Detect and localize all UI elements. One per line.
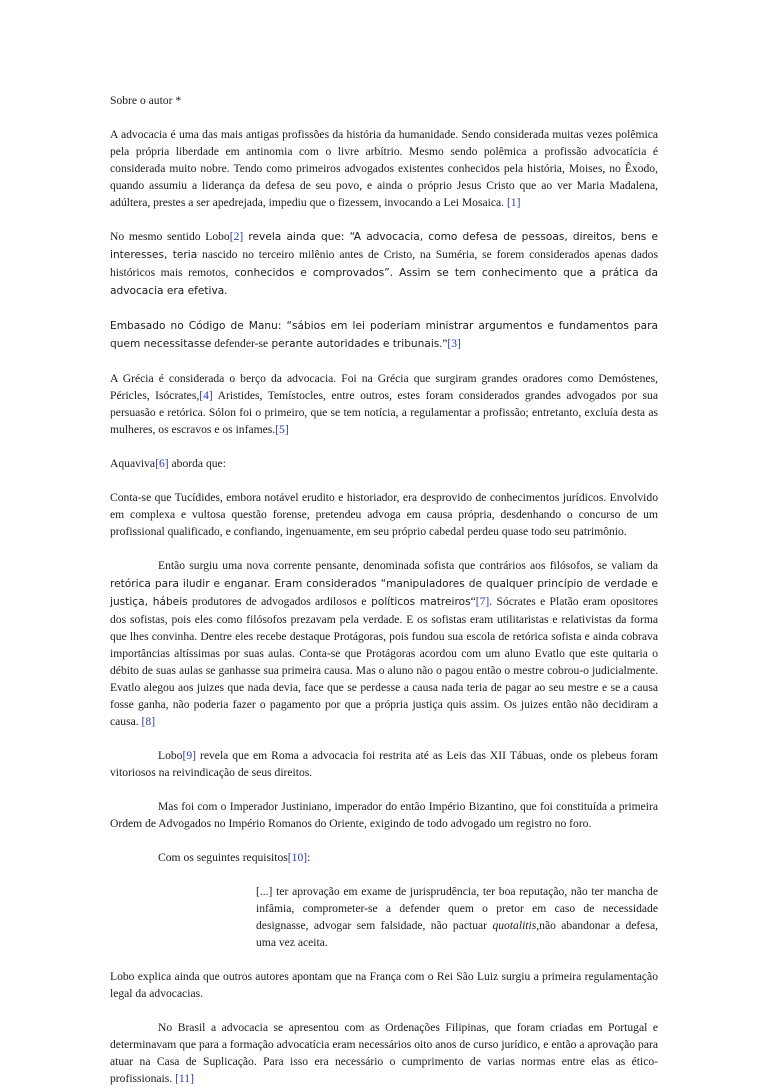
paragraph-manu [110,317,658,353]
quote-text: [...] ter aprovação em exame de jurisprudência, ter boa reputação, não ter mancha de infâmia, comprometer-se a defender quem o pretor em caso de necessidade designasse, advogar sem falsidade, não pactuar [256,885,658,932]
footnote-link-1[interactable]: [1] [506,196,521,209]
paragraph-text: Aquaviva [110,457,156,470]
paragraph-lobo [110,228,658,300]
paragraph-text: “ [470,595,476,608]
quote-text: conhecidos e comprovados”. Assim se tem conhecimento que a prática da advocacia era efetiva [110,267,658,297]
quote-text: ,não abandonar a defesa, uma vez aceita. [256,919,658,949]
section-title: Sobre o autor * [110,94,182,107]
paragraph-text: Lobo [158,749,183,762]
footnote-link-6[interactable]: [6] [155,457,169,470]
paragraph-text: Então surgiu uma nova corrente pensante, denominada sofista que contrários aos filósofos, se valiam da [158,559,658,572]
paragraph-tucidides: Conta-se que Tucídides, embora notável erudito e historiador, era desprovido de conhecimentos jurídicos. Envolvido em complexa e vultosa questão forense, pretendeu advoga em causa própria, desdenhando o concurso de um profissional qualificado, e confiando, ingenuamente, em seu próprio cabedal perdeu quase todo seu patrimônio. [110,491,658,538]
paragraph-aquaviva [110,455,658,472]
footnote-link-5[interactable]: [5] [275,423,289,436]
paragraph-text: : [307,851,311,864]
paragraph-franca: Lobo explica ainda que outros autores apontam que na França com o Rei São Luiz surgiu a primeira regulamentação legal da advocacias. [110,970,658,1000]
paragraph-intro [110,126,658,211]
paragraph-grecia [110,370,658,438]
quote-text: revela ainda que: “A advocacia, como defesa de pessoas, direitos, bens e interesses, teria [110,231,658,261]
quote-emphasis: quotalitis [492,919,537,932]
paragraph-justiniano: Mas foi com o Imperador Justiniano, imperador do então Império Bizantino, que foi constituída a primeira Ordem de Advogados no Império Romanos do Oriente, exigindo de todo advogado um registro no foro. [110,800,658,830]
footnote-link-3[interactable]: [3] [447,337,461,350]
footnote-link-11[interactable]: [11] [175,1072,194,1085]
paragraph-text: .” [439,337,448,350]
paragraph-roma [110,747,658,781]
document-body [110,92,658,1087]
paragraph-brasil [110,1019,658,1087]
paragraph-sofistas [110,557,658,730]
footnote-link-9[interactable]: [9] [182,749,197,762]
paragraph-requisitos [110,849,658,866]
paragraph-text: . [224,284,228,297]
paragraph-text: A Grécia é considerada o berço da advocacia. Foi na Grécia que surgiram grandes oradores como Demóstenes, Péricles, Isócrates, [110,372,658,402]
paragraph-text: revela que em Roma a advocacia foi restrita até as Leis das XII Tábuas, onde os plebeus foram vitoriosos na reivindicação de seus direitos. [110,749,658,779]
paragraph-text: Aristides, Temístocles, entre outros, estes foram considerados grandes advogados por sua persuasão e retórica. Sólon foi o primeiro, que se tem notícia, a regulamentar a profissão; entretanto, excluía desta as mulheres, os escravos e os infames. [110,389,658,436]
paragraph-text: nascido no terceiro milênio antes de Cristo, na Suméria, se forem considerados apenas dados históricos mais remotos, [110,248,658,279]
footnote-link-7[interactable]: [7] [475,595,490,608]
quote-text: políticos matreiros [366,596,471,608]
paragraph-text: No mesmo sentido Lobo [110,230,230,243]
footnote-link-10[interactable]: [10] [287,851,308,864]
block-quote [256,883,658,951]
footnote-link-4[interactable]: [4] [199,389,213,402]
paragraph-text: defender-se [211,337,269,350]
paragraph-text: No Brasil a advocacia se apresentou com as Ordenações Filipinas, que foram criadas em Portugal e determinavam que para a formação advocatícia eram necessários oito anos de curso jurídico, e então a aprovação para atuar na Casa de Suplicação. Para isso era necessário o cumprimento de varias normas entre elas as ético-profissionais. [110,1021,658,1085]
paragraph-text: Com os seguintes requisitos [158,851,288,864]
quote-text: retórica para iludir e enganar. Eram considerados “manipuladores de qualquer princípio de verdade e justiça, hábeis [110,578,658,608]
quote-text: Embasado no Código de Manu: “sábios em lei poderiam ministrar argumentos e fundamentos para quem necessitasse [110,320,658,350]
footnote-link-2[interactable]: [2] [229,230,244,243]
quote-text: perante autoridades e tribunais [268,338,440,350]
paragraph-text: A advocacia é uma das mais antigas profissões da história da humanidade. Sendo considerada muitas vezes polêmica pela própria liberdade em antinomia com o livre arbítrio. Mesmo sendo polêmica a profissão advocatícia é considerada muito nobre. Tendo como primeiros advogados existentes conhecidos pela história, Moises, no Êxodo, quando assumiu a liderança da defesa de seu povo, e ainda o próprio Jesus Cristo que ao ver Maria Madalena, adúltera, prestes a ser apedrejada, impediu que o fizessem, invocando a Lei Mosaica. [110,128,658,209]
footnote-link-8[interactable]: [8] [141,715,156,728]
paragraph-text: produtores de advogados ardilosos e [187,595,367,608]
paragraph-text: . Sócrates e Platão eram opositores dos sofistas, pois eles como filósofos prezavam pela verdade. E os sofistas eram utilitaristas e relativistas da forma que lhes convinha. Dentre eles recebe destaque Protágoras, pois fundou sua escola de retórica sofista e ainda cobrava importâncias altíssimas por suas aulas. Conta-se que Protágoras acordou com um aluno Evatlo que este quitaria o débito de suas aulas se ganhasse sua primeira causa. Mas o aluno não o pagou então o mestre cobrou-o judicialmente. Evatlo alegou aos juizes que nada devia, face que se perdesse a causa nada teria de pagar ao seu mestre e se a causa fosse ganha, não poderia fazer o pagamento por que a própria justiça quis assim. Os juizes então não decidiram a causa. [110,595,658,728]
paragraph-text: aborda que: [168,457,226,470]
